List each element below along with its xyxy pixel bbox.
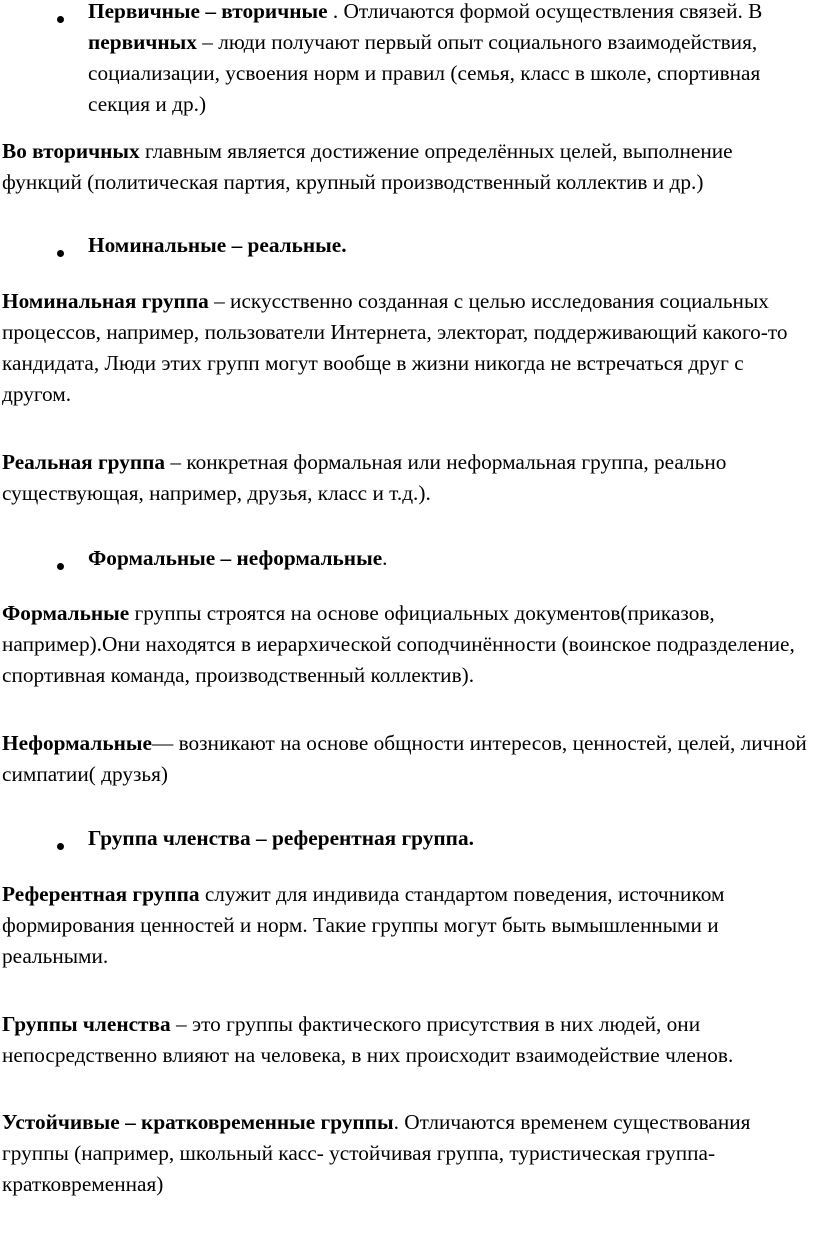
term-bold: первичных bbox=[88, 30, 197, 54]
paragraph-formal bbox=[2, 598, 814, 691]
list-item-nominal-real bbox=[88, 230, 814, 261]
bullet-icon bbox=[57, 250, 64, 257]
paragraph-informal bbox=[2, 728, 814, 790]
paragraph-text: — возникают на основе общности интересов, ценностей, целей, личной симпатии( друзья) bbox=[2, 731, 807, 786]
list-item-membership-reference bbox=[88, 823, 814, 854]
paragraph-secondary bbox=[2, 136, 814, 198]
term-bold: Группы членства bbox=[2, 1012, 171, 1036]
paragraph-text: главным является достижение определённых целей, выполнение функций (политическая партия, крупный производственный коллектив и др.) bbox=[2, 139, 733, 194]
paragraph-text: – это группы фактического присутствия в них людей, они непосредственно влияют на человека, в них происходит взаимодействие членов. bbox=[2, 1012, 734, 1067]
paragraph-text: . Отличаются временем существования группы (например, школьный касс- устойчивая группа, туристическая группа- кратковременная) bbox=[2, 1110, 751, 1196]
list-item-text: – люди получают первый опыт социального взаимодействия, социализации, усвоения норм и правил (семья, класс в школе, спортивная секция и др.) bbox=[88, 30, 761, 116]
term-bold: Реальная группа bbox=[2, 450, 166, 474]
paragraph-text: группы строятся на основе официальных документов(приказов, например).Они находятся в иерархической соподчинённости (воинское подразделение, спортивная команда, производственный коллектив). bbox=[2, 601, 795, 687]
list-item-text: . Отличаются формой осуществления связей. В bbox=[327, 0, 763, 23]
bullet-icon bbox=[57, 563, 64, 570]
term-bold: Во вторичных bbox=[2, 139, 140, 163]
paragraph-reference bbox=[2, 879, 814, 972]
term-bold: Формальные bbox=[2, 601, 130, 625]
paragraph-membership bbox=[2, 1009, 814, 1071]
paragraph-nominal bbox=[2, 286, 814, 410]
list-item-title: Формальные – неформальные bbox=[88, 546, 383, 570]
term-bold: Устойчивые – кратковременные группы bbox=[2, 1110, 394, 1134]
bullet-icon bbox=[57, 16, 64, 23]
paragraph-text: служит для индивида стандартом поведения, источником формирования ценностей и норм. Такие группы могут быть вымышленными и реальными. bbox=[2, 882, 725, 968]
list-item-text: . bbox=[382, 546, 388, 570]
list-item-title: Номинальные – реальные. bbox=[88, 233, 347, 257]
list-item-title: Группа членства – референтная группа. bbox=[88, 826, 474, 850]
bullet-icon bbox=[57, 843, 64, 850]
paragraph-real bbox=[2, 447, 814, 509]
term-bold: Референтная группа bbox=[2, 882, 200, 906]
paragraph-text: – искусственно созданная с целью исследования социальных процессов, например, пользователи Интернета, электорат, поддерживающий какого-то кандидата, Люди этих групп могут вообще в жизни никогда не встречаться друг с другом. bbox=[2, 289, 788, 406]
list-item-primary-secondary bbox=[88, 0, 814, 120]
term-bold: Номинальная группа bbox=[2, 289, 209, 313]
paragraph-stable bbox=[2, 1107, 814, 1200]
paragraph-text: – конкретная формальная или неформальная группа, реально существующая, например, друзья, класс и т.д.). bbox=[2, 450, 727, 505]
list-item-formal-informal bbox=[88, 543, 814, 574]
list-item-title: Первичные – вторичные bbox=[88, 0, 328, 23]
term-bold: Неформальные bbox=[2, 731, 152, 755]
